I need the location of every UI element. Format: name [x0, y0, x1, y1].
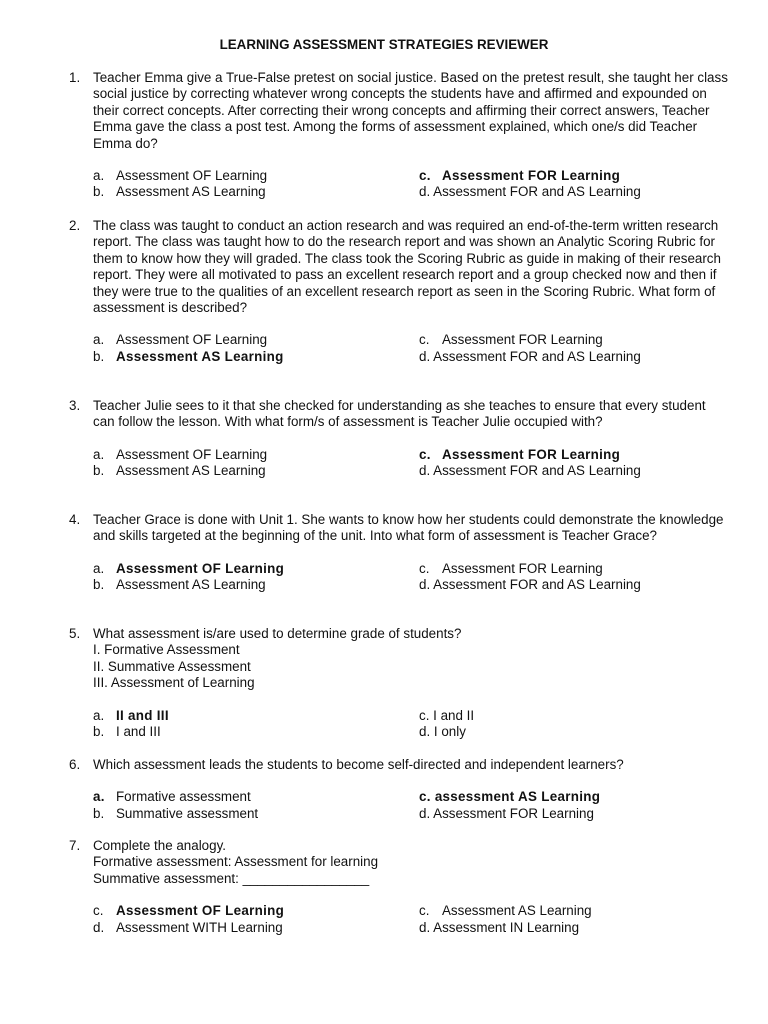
option-a: a. Assessment OF Learning: [93, 168, 268, 184]
option-c-answer: c. assessment AS Learning: [419, 789, 601, 805]
option-d: d. Assessment IN Learning: [419, 919, 580, 935]
option-b: b. Summative assessment: [93, 805, 259, 821]
answer-options: [69, 332, 729, 365]
option-c-answer: c. Assessment FOR Learning: [419, 168, 621, 184]
question-6: [69, 757, 729, 822]
analogy-line-1: Formative assessment: Assessment for learning: [93, 854, 379, 870]
question-5: [69, 626, 729, 740]
question-text: The class was taught to conduct an action research and was required an end-of-the-term written research report. The class was taught how to do the research report and was shown an Analytic Scoring Rubric for them to know how they will graded. The class took the Scoring Rubric as guide in making of their research report. They were all motivated to pass an excellent research report and a group checked now and then if they were true to the qualities of an excellent research report as seen in the Scoring Rubric. What form of assessment is described?: [93, 218, 721, 316]
option-d: d. Assessment FOR and AS Learning: [419, 348, 641, 364]
option-b-answer: b. Assessment AS Learning: [93, 348, 284, 364]
question-1: [69, 70, 729, 201]
page-title: LEARNING ASSESSMENT STRATEGIES REVIEWER: [219, 37, 549, 52]
answer-options: [69, 789, 729, 822]
question-number: 5.: [69, 626, 81, 641]
option-b: b. Assessment AS Learning: [93, 463, 266, 479]
answer-options: [69, 708, 729, 741]
question-number: 3.: [69, 398, 81, 413]
question-number: 7.: [69, 838, 81, 853]
option-c: c. Assessment AS Learning: [419, 903, 592, 919]
option-a-answer: a. II and III: [93, 707, 169, 723]
option-d: d. Assessment FOR and AS Learning: [419, 463, 641, 479]
analogy-line-2: Summative assessment: _________________: [93, 870, 370, 886]
option-d: d. Assessment FOR and AS Learning: [419, 577, 641, 593]
question-number: 1.: [69, 70, 81, 85]
option-second: d. Assessment WITH Learning: [93, 919, 283, 935]
option-b: b. I and III: [93, 724, 161, 740]
option-d: d. Assessment FOR and AS Learning: [419, 184, 641, 200]
option-a: a. Formative assessment: [93, 789, 251, 805]
question-7: [69, 838, 729, 936]
roman-item-2: II. Summative Assessment: [93, 658, 251, 674]
option-b: b. Assessment AS Learning: [93, 577, 266, 593]
question-text: Teacher Emma give a True-False pretest on social justice. Based on the pretest result, she taught her class social justice by correcting whatever wrong concepts the students have and affirmed and expounded on their correct concepts. After correcting their wrong concepts and affirming their correct answers, Teacher Emma gave the class a post test. Among the forms of assessment explained, which one/s did Teacher Emma do?: [93, 70, 728, 151]
answer-options: [69, 168, 729, 201]
option-a-answer: a. Assessment OF Learning: [93, 560, 285, 576]
question-3: [69, 398, 729, 480]
question-number: 4.: [69, 512, 81, 527]
question-text: Complete the analogy.: [93, 838, 226, 853]
option-a: a. Assessment OF Learning: [93, 332, 268, 348]
question-4: [69, 512, 729, 594]
question-text: Which assessment leads the students to become self-directed and independent learners?: [93, 757, 624, 772]
roman-item-3: III. Assessment of Learning: [93, 675, 255, 691]
option-c: c. Assessment FOR Learning: [419, 560, 603, 576]
option-c-answer: c. Assessment FOR Learning: [419, 446, 621, 462]
answer-options: [69, 903, 729, 936]
question-text: What assessment is/are used to determine grade of students?: [93, 626, 462, 641]
answer-options: [69, 447, 729, 480]
option-b: b. Assessment AS Learning: [93, 184, 266, 200]
question-text: Teacher Grace is done with Unit 1. She wants to know how her students could demonstrate the knowledge and skills targeted at the beginning of the unit. Into what form of assessment is Teacher Grace?: [93, 512, 724, 544]
option-a: a. Assessment OF Learning: [93, 446, 268, 462]
option-d: d. Assessment FOR Learning: [419, 805, 594, 821]
question-number: 2.: [69, 218, 81, 233]
question-2: [69, 218, 729, 365]
answer-options: [69, 561, 729, 594]
question-text: Teacher Julie sees to it that she checked for understanding as she teaches to ensure that every student can follow the lesson. With what form/s of assessment is Teacher Julie occupied with?: [93, 398, 706, 430]
option-c: c. Assessment FOR Learning: [419, 332, 603, 348]
option-first-answer: c. Assessment OF Learning: [93, 903, 285, 919]
option-d: d. I only: [419, 724, 466, 740]
roman-item-1: I. Formative Assessment: [93, 642, 240, 658]
option-c: c. I and II: [419, 707, 475, 723]
question-number: 6.: [69, 757, 81, 772]
